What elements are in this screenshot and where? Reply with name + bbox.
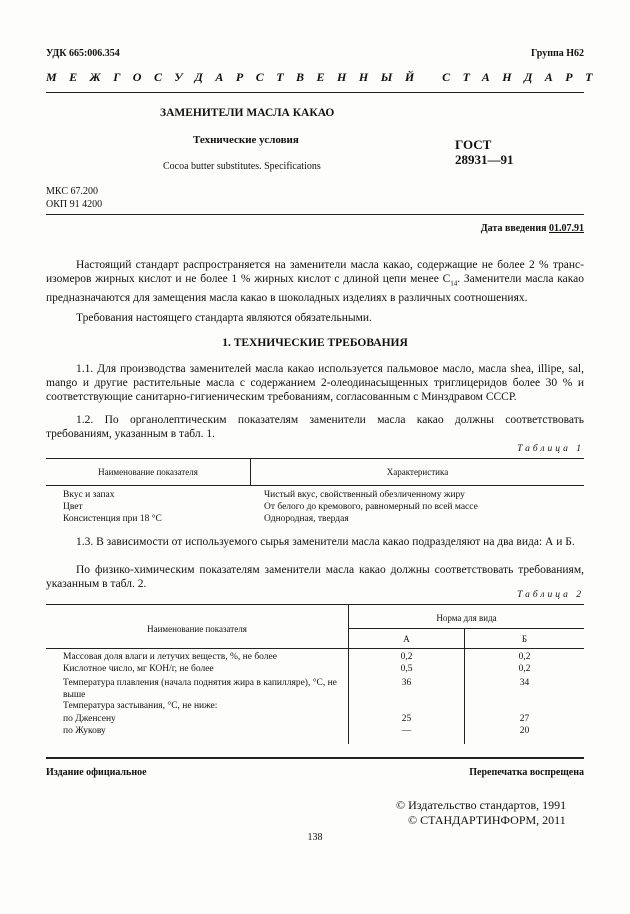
table-cell: От белого до кремового, равномерный по всей массе [264,502,478,512]
udk-code: УДК 665:006.354 [46,48,120,59]
table-cell: Чистый вкус, свойственный обезличенному жиру [264,490,465,500]
table-2-header-name: Наименование показателя [147,624,247,634]
intro-date-label: Дата введения [480,223,547,234]
table-2-caption: Таблица 2 [517,590,584,600]
intro-date-value: 01.07.91 [549,223,584,234]
table-cell: 27 [519,714,530,724]
table-cell: 0,5 [400,664,413,674]
table-2-names [63,652,348,738]
table-row: Кислотное число, мг КОН/г, не более [63,664,214,674]
table-1-header-characteristic: Характеристика [386,467,449,477]
table-cell: 25 [401,714,412,724]
paragraph-1-2: 1.2. По органолептическим показателям заменители масла какао должны соответствовать требованиям, указанным в табл. 1. [46,414,584,441]
table-cell [465,701,584,714]
table-cell: 20 [519,726,530,736]
table-2-column-b [465,652,584,738]
table-2-header-norm: Норма для вида [436,613,497,623]
group-code: Группа Н62 [531,48,584,59]
doc-subtitle: Технические условия [193,134,299,146]
intro-date [481,223,584,234]
copyright-publisher: © Издательство стандартов, 1991 [396,798,567,812]
table-cell: 0,2 [518,664,531,674]
table-1-caption: Таблица 1 [517,444,584,454]
table-cell: 0,2 [518,652,531,662]
table-cell: 36 [401,678,412,688]
paragraph-1-3-b: По физико-химическим показателям заменители масла какао должны соответствовать требованиям, указанным в табл. 2. [46,564,584,591]
table-2-column-a [349,652,464,738]
table-1-header-name: Наименование показателя [98,467,198,477]
table-cell: 34 [519,678,530,688]
table-row: по Дженсену [63,714,116,724]
table-row: Цвет [63,502,83,512]
page-number: 138 [307,832,323,843]
table-row: Температура плавления (начала поднятия жира в капилляре), °С, не выше [63,678,337,700]
table-cell [349,701,464,714]
english-title: Cocoa butter substitutes. Specifications [163,161,321,172]
mks-code: МКС 67.200 [46,186,98,197]
table-cell: 0,2 [400,652,413,662]
reprint-prohibited: Перепечатка воспрещена [469,767,584,778]
section-1-title: 1. ТЕХНИЧЕСКИЕ ТРЕБОВАНИЯ [222,337,408,349]
interstate-standard-heading: МЕЖГОСУДАРСТВЕННЫЙ СТАНДАРТ [46,70,605,84]
official-edition: Издание официальное [46,767,147,778]
table-row: по Жукову [63,726,106,736]
gost-number: 28931—91 [455,152,514,167]
paragraph-1-1: 1.1. Для производства заменителей масла какао используется пальмовое масло, масла shea, illipe, sal, mango и другие растительные масла с содержанием 2-олеодинасыщенных триглицеридов более 30 % и соответствующие санитарно-гигиеническим требованиям, согласованным с Минздравом СССР. [46,363,584,404]
table-1-names [63,489,162,525]
intro-paragraph-2: Требования настоящего стандарта являются обязательными. [76,312,372,324]
table-1-values [264,489,478,525]
okp-code: ОКП 91 4200 [46,199,103,210]
table-2-header-a: А [403,634,410,644]
table-row: Вкус и запах [63,490,115,500]
table-cell: Однородная, твердая [264,514,349,524]
intro-paragraph-1: Настоящий стандарт распространяется на заменители масла какао, содержащие не более 2 % транс-изомеров жирных кислот и не более 1 % жирных кислот с длиной цепи менее $C_{14}$. Заменители масла какао предназначаются для замещения масла какао в шоколадных изделиях в различных соотношениях. [46,259,584,304]
gost-label: ГОСТ [455,137,492,152]
table-row: Массовая доля влаги и летучих веществ, %, не более [63,652,277,662]
table-row: Температура застывания, °С, не ниже: [63,701,218,711]
paragraph-1-3: 1.3. В зависимости от используемого сырья заменители масла какао подразделяют на два вида: А и Б. [76,536,575,548]
table-row: Консистенция при 18 °С [63,514,162,524]
doc-title: ЗАМЕНИТЕЛИ МАСЛА КАКАО [160,107,335,119]
table-cell: — [401,726,412,736]
copyright-standartinform: © СТАНДАРТИНФОРМ, 2011 [408,813,566,827]
table-2-header-b: Б [521,634,528,644]
